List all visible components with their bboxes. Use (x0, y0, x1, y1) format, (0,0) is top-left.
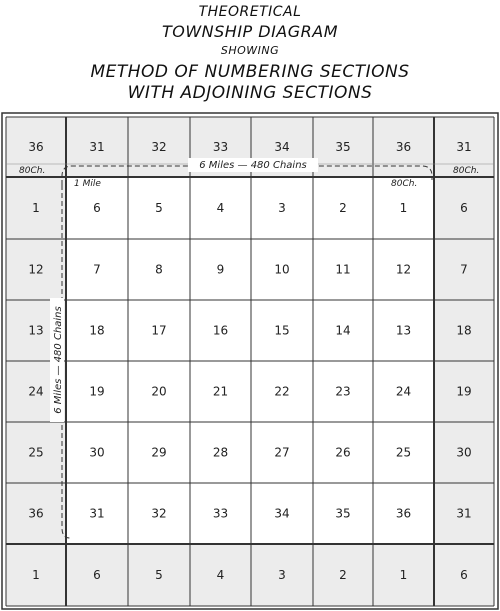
title-line-method: METHOD OF NUMBERING SECTIONS (90, 62, 410, 82)
section-number: 5 (155, 201, 163, 215)
section-number: 24 (395, 384, 412, 399)
section-number: 36 (28, 506, 44, 521)
section-number: 8 (155, 262, 163, 277)
section-number: 13 (395, 323, 412, 338)
eighty-chains-left-label: 80Ch. (19, 166, 46, 176)
eighty-chains-inner-label: 80Ch. (391, 179, 418, 189)
section-number: 1 (32, 568, 40, 582)
section-number: 19 (89, 384, 105, 399)
section-number: 1 (399, 201, 408, 215)
section-number: 25 (395, 445, 412, 460)
section-number: 17 (151, 323, 167, 338)
section-number: 2 (339, 201, 347, 215)
section-number: 18 (89, 323, 105, 338)
section-number: 11 (335, 262, 351, 277)
section-number: 31 (89, 140, 105, 154)
section-number: 23 (335, 384, 351, 399)
section-number: 30 (456, 445, 472, 460)
section-number: 35 (335, 506, 351, 521)
section-number: 4 (216, 568, 225, 582)
section-number: 6 (460, 568, 468, 582)
section-number: 25 (28, 445, 44, 460)
section-number: 36 (395, 140, 412, 154)
section-number: 13 (28, 323, 44, 338)
section-number: 2 (339, 568, 347, 582)
section-number: 34 (274, 140, 290, 154)
section-number: 18 (456, 323, 472, 338)
section-number: 1 (32, 201, 40, 215)
section-number: 34 (274, 506, 290, 521)
section-number: 33 (212, 140, 229, 154)
section-number: 9 (216, 262, 225, 277)
section-number: 33 (212, 506, 229, 521)
section-number: 6 (93, 201, 101, 215)
title-line-showing: SHOWING (220, 44, 280, 57)
eighty-chains-right-label: 80Ch. (453, 166, 480, 176)
section-number: 29 (151, 445, 167, 460)
top-dimension-label: 6 Miles — 480 Chains (199, 160, 307, 171)
section-number: 6 (93, 568, 101, 582)
section-number: 20 (151, 384, 167, 399)
section-number: 12 (28, 262, 44, 277)
section-number: 16 (212, 323, 229, 338)
section-number: 31 (456, 506, 472, 521)
section-number: 22 (274, 384, 290, 399)
side-dimension-label: 6 Miles — 480 Chains (53, 306, 64, 414)
section-number: 32 (151, 140, 167, 154)
section-number: 30 (89, 445, 105, 460)
section-number: 19 (456, 384, 472, 399)
section-number: 3 (278, 201, 286, 215)
title-line-adjoining: WITH ADJOINING SECTIONS (127, 83, 373, 103)
title-line-township-diagram: TOWNSHIP DIAGRAM (161, 22, 339, 41)
section-number: 32 (151, 506, 167, 521)
section-number: 36 (395, 506, 412, 521)
section-number: 27 (274, 445, 290, 460)
section-number: 14 (335, 323, 351, 338)
section-number: 7 (460, 262, 468, 277)
section-number: 1 (399, 568, 408, 582)
section-number: 24 (28, 384, 44, 399)
section-number: 31 (456, 140, 472, 154)
section-number: 7 (93, 262, 101, 277)
section-number: 4 (216, 201, 225, 215)
section-number: 31 (89, 506, 105, 521)
section-number: 26 (335, 445, 351, 460)
title-line-theoretical: THEORETICAL (198, 4, 302, 20)
section-number: 5 (155, 568, 163, 582)
section-number: 12 (395, 262, 412, 277)
section-number: 15 (274, 323, 290, 338)
section-number: 35 (335, 140, 351, 154)
section-number: 3 (278, 568, 286, 582)
section-number: 21 (212, 384, 229, 399)
section-number: 6 (460, 201, 468, 215)
section-number: 28 (212, 445, 229, 460)
one-mile-label: 1 Mile (74, 179, 101, 189)
section-number: 10 (274, 262, 290, 277)
section-number: 36 (28, 140, 44, 154)
